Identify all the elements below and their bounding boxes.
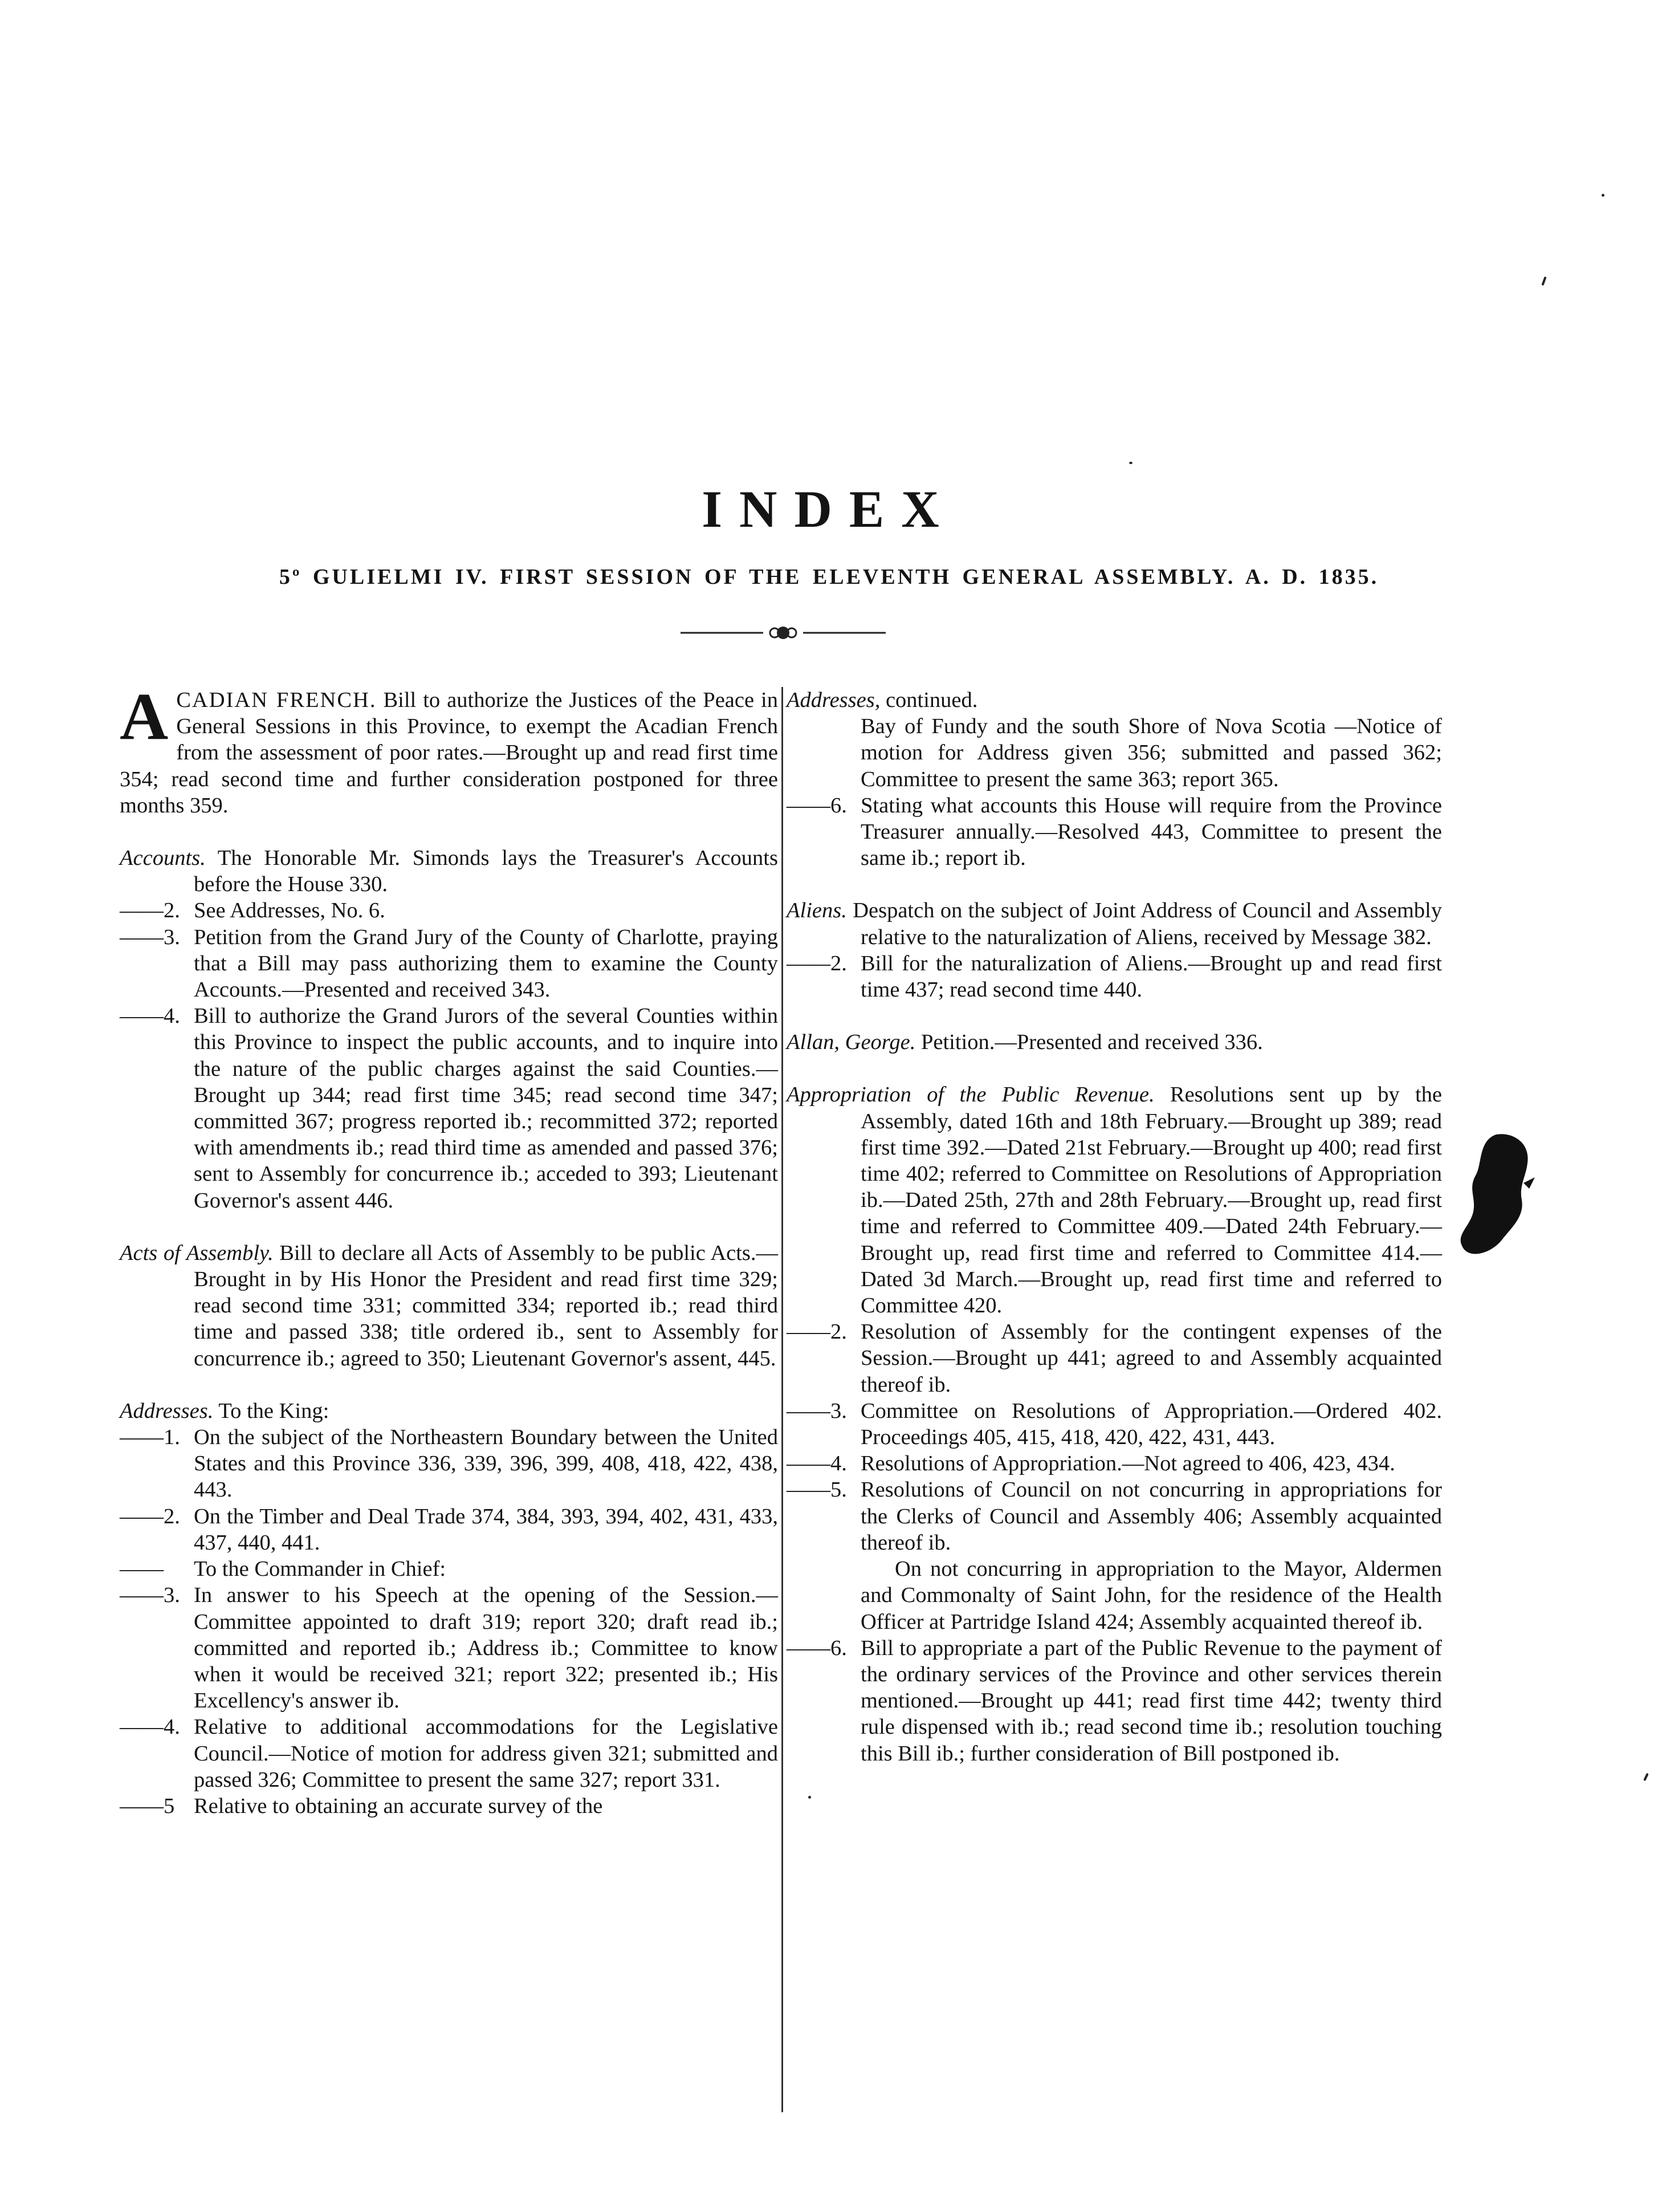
entry-accounts — [120, 845, 778, 1214]
sub-entry — [120, 1003, 778, 1214]
sub-entry-text: On the Timber and Deal Trade 374, 384, 393, 394, 402, 431, 433, 437, 440, 441. — [194, 1504, 778, 1555]
sub-entry-text: Resolutions of Council on not concurring in appropriations for the Clerks of Council and Assembly 406; Assembly acquainted thereof ib. — [861, 1478, 1442, 1555]
entry-main-line — [787, 687, 1442, 713]
sub-entry — [120, 1556, 778, 1582]
sub-entry-number: ——4. — [120, 1715, 180, 1739]
scan-speck — [808, 1796, 811, 1799]
sub-entry — [787, 1319, 1442, 1398]
entry-text: Bay of Fundy and the south Shore of Nova Scotia —Notice of motion for Address given 356; submitted and passed 362; Committee to present the same 363; report 365. — [861, 714, 1442, 791]
sub-entry — [787, 792, 1442, 872]
entry-heading: Addresses. — [120, 1398, 214, 1423]
entry-main-line — [787, 897, 1442, 950]
sub-entry — [787, 1635, 1442, 1767]
sub-entry — [120, 1714, 778, 1793]
sub-entry-text: Petition from the Grand Jury of the County of Charlotte, praying that a Bill may pass authorizing them to examine the County Accounts.—Presented and received 343. — [194, 925, 778, 1002]
entry-text: The Honorable Mr. Simonds lays the Treasurer's Accounts before the House 330. — [194, 846, 778, 897]
sub-entry-number: —— — [120, 1557, 164, 1581]
entry-aliens — [787, 897, 1442, 1003]
sub-entry — [120, 1793, 778, 1819]
sub-entry-number: ——6. — [787, 1636, 847, 1660]
right-column — [787, 687, 1442, 1793]
sub-entry-paragraph: On not concurring in appropriation to the Mayor, Aldermen and Commonalty of Saint John, for the residence of the Health Officer at Partridge Island 424; Assembly acquainted thereof ib. — [861, 1557, 1442, 1634]
ornament-divider — [681, 621, 886, 644]
ink-blot — [1456, 1132, 1536, 1263]
sub-entry-text: Relative to obtaining an accurate survey of the — [194, 1794, 603, 1818]
entry-text: Bill to authorize the Justices of the Peace in General Sessions in this Province, to exempt the Acadian French from the assessment of poor rates.—Brought up and read first time 354; read second time and further consideration postponed for three months 359. — [120, 688, 779, 818]
sub-entry-text: Bill for the naturalization of Aliens.—Brought up and read first time 437; read second time 440. — [861, 951, 1442, 1002]
sub-entry-number: ——5. — [787, 1478, 847, 1502]
drop-cap: A — [120, 679, 169, 754]
entry-main-line — [120, 1240, 778, 1372]
sub-entry-text: Bill to appropriate a part of the Public Revenue to the payment of the ordinary services of the Province and other services therein mentioned.—Brought up 441; read first time 442; twenty third rule dispensed with ib.; read second time ib.; resolution touching this Bill ib.; further consideration of Bill postponed ib. — [861, 1636, 1442, 1766]
entry-heading-suffix: continued. — [885, 688, 978, 712]
sub-entry-number: ——5 — [120, 1794, 175, 1818]
sub-entry-text: Resolutions of Appropriation.—Not agreed to 406, 423, 434. — [861, 1451, 1395, 1476]
entry-heading: Appropriation of the Public Revenue. — [787, 1083, 1155, 1107]
sub-entry-number: ——2. — [787, 1320, 847, 1344]
sub-entry-number: ——2. — [787, 951, 847, 975]
sub-entry — [120, 924, 778, 1003]
entry-heading: Aliens. — [787, 898, 847, 923]
sub-entry-number: ——4. — [120, 1004, 180, 1028]
entry-text: Despatch on the subject of Joint Address of Council and Assembly relative to the naturalization of Aliens, received by Message 382. — [853, 898, 1443, 949]
entry-acadian-french — [120, 679, 779, 819]
sub-entry-number: ——2. — [120, 1504, 180, 1528]
entry-text: Resolutions sent up by the Assembly, dated 16th and 18th February.—Brought up 389; read first time 392.—Dated 21st February.—Brought up 400; read first time 402; referred to Committee on Resolutions of Appropriation ib.—Dated 25th, 27th and 28th February.—Brought up, read first time and referred to Committee 409.—Dated 24th February.—Brought up, read first time and referred to Committee 414.—Dated 3d March.—Brought up, read first time and referred to Committee 420. — [861, 1083, 1443, 1318]
scan-speck — [1602, 194, 1604, 197]
sub-entry-number: ——3. — [120, 925, 180, 949]
entry-addresses-continued — [787, 687, 1442, 871]
sub-entry-text: Resolution of Assembly for the contingent expenses of the Session.—Brought up 441; agreed to and Assembly acquainted thereof ib. — [861, 1320, 1442, 1397]
sub-entry-text: Stating what accounts this House will require from the Province Treasurer annually.—Resolved 443, Committee to present the same ib.; report ib. — [861, 793, 1442, 871]
sub-entry — [787, 1477, 1442, 1556]
entry-main-line — [120, 1398, 778, 1424]
sub-entry-text: See Addresses, No. 6. — [194, 898, 385, 923]
scan-speck — [1643, 1773, 1649, 1781]
sub-entry — [787, 1398, 1442, 1450]
left-column — [120, 679, 779, 1845]
scan-speck — [1541, 276, 1546, 286]
sub-entry-number: ——3. — [787, 1398, 847, 1423]
entry-allan-george — [787, 1029, 1442, 1055]
sub-entry-number: ——1. — [120, 1425, 180, 1450]
sub-entry-text: On the subject of the Northeastern Boundary between the United States and this Province 336, 339, 396, 399, 408, 418, 422, 438, 443. — [194, 1425, 778, 1502]
sub-entry-text: To the Commander in Chief: — [194, 1557, 446, 1581]
entry-heading: Allan, George. — [787, 1030, 916, 1055]
sub-entry — [120, 897, 778, 924]
sub-entry-number: ——3. — [120, 1583, 180, 1608]
entry-acts-of-assembly — [120, 1240, 778, 1372]
page-subtitle: 5º GULIELMI IV. FIRST SESSION OF THE ELEVENTH GENERAL ASSEMBLY. A. D. 1835. — [279, 565, 1379, 589]
sub-entry — [120, 1503, 778, 1556]
entry-text: Bill to declare all Acts of Assembly to be public Acts.—Brought in by His Honor the President and read first time 329; read second time 331; committed 334; reported ib.; read third time and passed 338; title ordered ib., sent to Assembly for concurrence ib.; agreed to 350; Lieutenant Governor's assent, 445. — [194, 1241, 779, 1371]
sub-entry-text: Committee on Resolutions of Appropriation.—Ordered 402. Proceedings 405, 415, 418, 420, 422, 431, 443. — [861, 1398, 1442, 1450]
sub-entry-text: Relative to additional accommodations for the Legislative Council.—Notice of motion for address given 321; submitted and passed 326; Committee to present the same 327; report 331. — [194, 1715, 778, 1792]
sub-entry — [120, 1582, 778, 1714]
sub-entry — [787, 950, 1442, 1003]
sub-entry-text: In answer to his Speech at the opening of the Session.—Committee appointed to draft 319; report 320; draft read ib.; committed and reported ib.; Address ib.; Committee to know when it would be received 321; report 322; presented ib.; His Excellency's answer ib. — [194, 1583, 778, 1713]
entry-main-line — [787, 1081, 1442, 1319]
column-divider — [781, 687, 783, 2112]
page-title: INDEX — [702, 480, 956, 538]
sub-entry-text: Bill to authorize the Grand Jurors of the several Counties within this Province to inspect the public accounts, and to inquire into the nature of the public charges against the said Counties.—Brought up 344; read first time 345; read second time 347; committed 367; progress reported ib.; recommitted 372; reported with amendments ib.; read third time as amended and passed 376; sent to Assembly for concurrence ib.; acceded to 393; Lieutenant Governor's assent 446. — [194, 1004, 778, 1213]
sub-entry — [120, 1424, 778, 1503]
sub-entry — [787, 1450, 1442, 1477]
entry-heading: Acts of Assembly. — [120, 1241, 274, 1265]
scan-speck — [1129, 462, 1133, 464]
entry-heading: CADIAN FRENCH. — [176, 688, 377, 712]
entry-appropriation — [787, 1081, 1442, 1766]
entry-text: Petition.—Presented and received 336. — [920, 1030, 1263, 1055]
entry-text: To the King: — [218, 1398, 329, 1423]
entry-main-line — [787, 1029, 1442, 1055]
entry-main-line — [120, 845, 778, 897]
entry-heading: Accounts. — [120, 846, 206, 871]
entry-addresses — [120, 1398, 778, 1819]
sub-entry-number: ——2. — [120, 898, 180, 923]
entry-heading: Addresses, — [787, 688, 881, 712]
sub-entry-number: ——6. — [787, 793, 847, 818]
sub-entry-number: ——4. — [787, 1451, 847, 1476]
